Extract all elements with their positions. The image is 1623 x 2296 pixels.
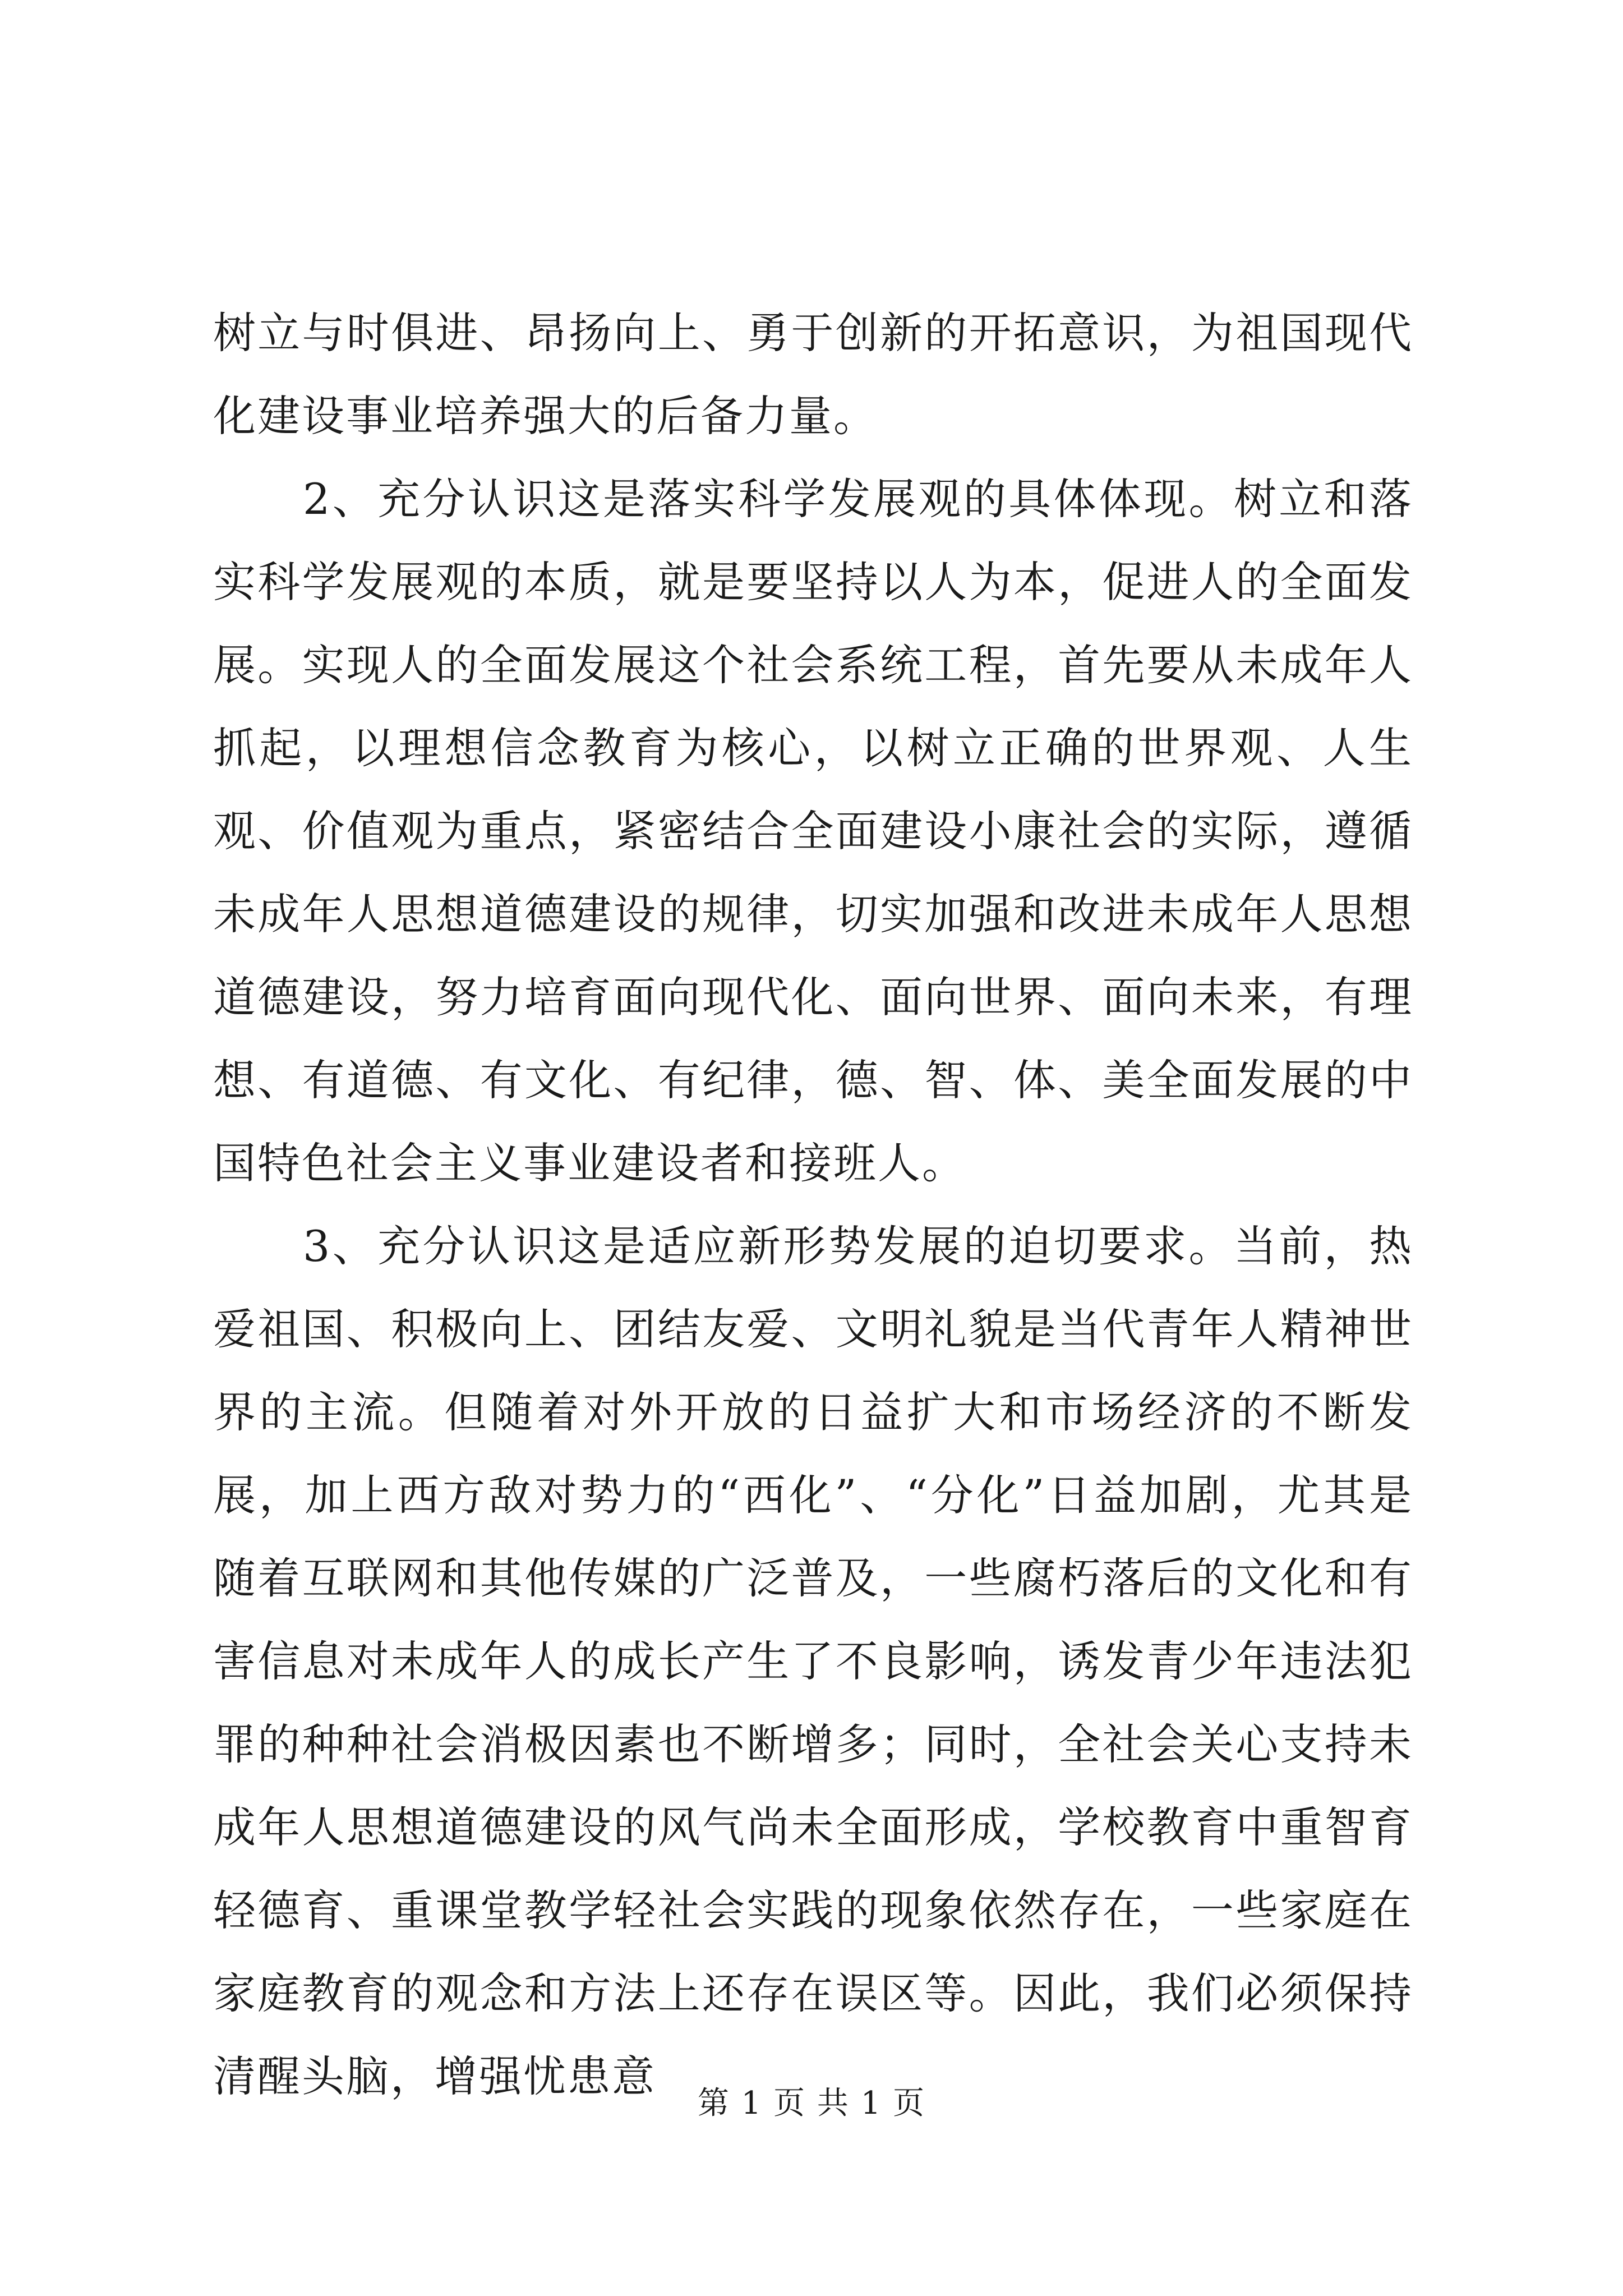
document-body bbox=[213, 292, 1413, 2118]
page-footer: 第 1 页 共 1 页 bbox=[697, 2085, 926, 2122]
paragraph-continuation: 树立与时俱进、昂扬向上、勇于创新的开拓意识，为祖国现代化建设事业培养强大的后备力量。 bbox=[213, 308, 1413, 441]
paragraph-point-2: 2、充分认识这是落实科学发展观的具体体现。树立和落实科学发展观的本质，就是要坚持以人为本，促进人的全面发展。实现人的全面发展这个社会系统工程，首先要从未成年人抓起，以理想信念教育为核心，以树立正确的世界观、人生观、价值观为重点，紧密结合全面建设小康社会的实际，遵循未成年人思想道德建设的规律，切实加强和改进未成年人思想道德建设，努力培育面向现代化、面向世界、面向未来，有理想、有道德、有文化、有纪律，德、智、体、美全面发展的中国特色社会主义事业建设者和接班人。 bbox=[213, 474, 1413, 1188]
paragraph-point-3: 3、充分认识这是适应新形势发展的迫切要求。当前，热爱祖国、积极向上、团结友爱、文明礼貌是当代青年人精神世界的主流。但随着对外开放的日益扩大和市场经济的不断发展，加上西方敌对势力的“西化”、“分化”日益加剧，尤其是随着互联网和其他传媒的广泛普及，一些腐朽落后的文化和有害信息对未成年人的成长产生了不良影响，诱发青少年违法犯罪的种种社会消极因素也不断增多；同时，全社会关心支持未成年人思想道德建设的风气尚未全面形成，学校教育中重智育轻德育、重课堂教学轻社会实践的现象依然存在，一些家庭在家庭教育的观念和方法上还存在误区等。因此，我们必须保持清醒头脑，增强忧患意 bbox=[213, 1221, 1413, 2101]
